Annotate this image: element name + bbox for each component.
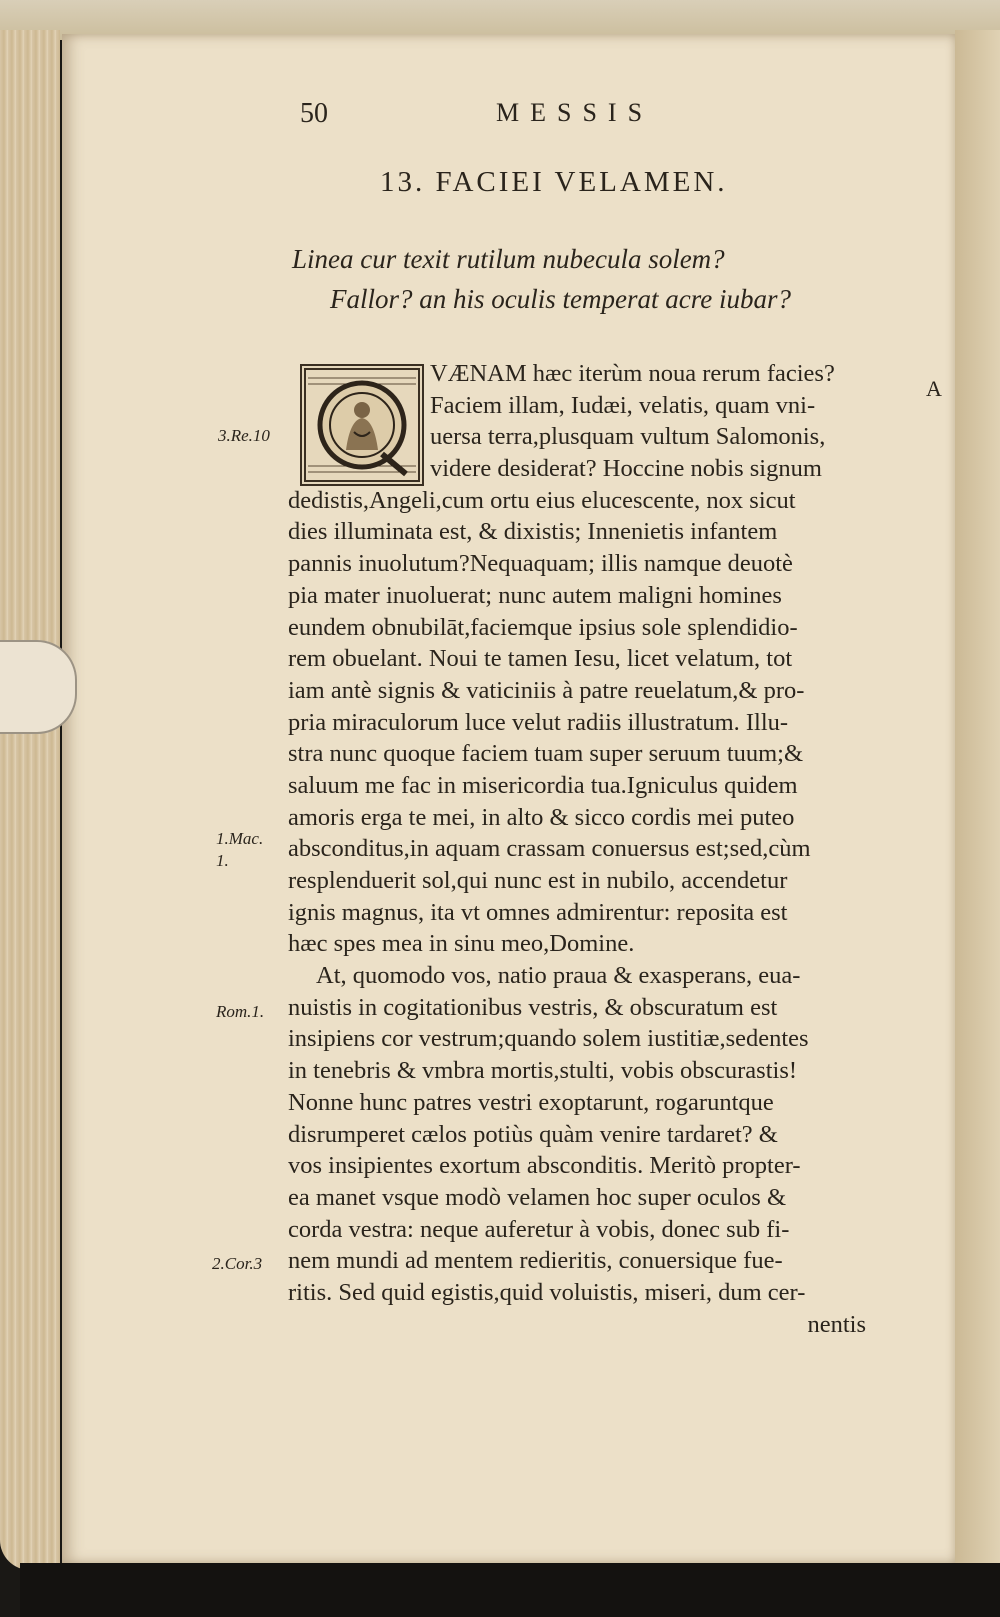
body-line: amoris erga te mei, in alto & sicco cordis mei puteo: [288, 803, 795, 831]
body-line: pia mater inuoluerat; nunc autem maligni homines: [288, 581, 782, 609]
body-line: resplenduerit sol,qui nunc est in nubilo, accendetur: [288, 867, 788, 894]
verse-line-2: Fallor? an his oculis temperat acre iubar?: [330, 284, 791, 314]
body-line: pannis inuolutum?Nequaquam; illis namque deuotè: [288, 550, 793, 578]
body-line: ignis magnus, ita vt omnes admirentur: reposita est: [288, 898, 788, 926]
body-line: nem mundi ad mentem redieritis, conuersique fue-: [288, 1247, 783, 1275]
body-line: ritis. Sed quid egistis,quid voluistis, miseri, dum cer-: [288, 1278, 806, 1306]
margin-note: 1.Mac. 1.: [216, 829, 264, 870]
body-line: At, quomodo vos, natio praua & exasperans, eua-: [316, 962, 801, 990]
verse-line-1: Linea cur texit rutilum nubecula solem?: [292, 244, 725, 274]
body-line: vos insipientes exortum absconditis. Meritò propter-: [288, 1152, 801, 1180]
margin-note: 2.Cor.3: [212, 1254, 263, 1273]
body-line: insipiens cor vestrum;quando solem iustitiæ,sedentes: [288, 1025, 809, 1053]
body-line: rem obuelant. Noui te tamen Iesu, licet velatum, tot: [288, 645, 793, 673]
body-line: Nonne hunc patres vestri exoptarunt, rogaruntque: [288, 1088, 774, 1116]
body-line: corda vestra: neque auferetur à vobis, donec sub fi-: [288, 1215, 790, 1243]
body-line: absconditus,in aquam crassam conuersus est;sed,cùm: [288, 835, 811, 863]
page-clip-tab: [0, 640, 77, 734]
chapter-title: 13. FACIEI VELAMEN.: [380, 166, 728, 198]
body-line: disrumperet cælos potiùs quàm venire tardaret? &: [288, 1120, 778, 1148]
page-number: 50: [300, 98, 328, 129]
body-line: dedistis,Angeli,cum ortu eius elucescente, nox sicut: [288, 486, 796, 514]
body-line: iam antè signis & vaticiniis à patre reuelatum,& pro-: [288, 676, 805, 704]
body-line: Faciem illam, Iudæi, velatis, quam vni-: [430, 391, 816, 419]
body-line: pria miraculorum luce velut radiis illustratum. Illu-: [288, 708, 789, 736]
body-line: VÆNAM hæc iterùm noua rerum facies?: [430, 360, 835, 387]
signature-mark: A: [926, 376, 942, 401]
body-line: videre desiderat? Hoccine nobis signum: [430, 455, 822, 483]
body-line: ea manet vsque modò velamen hoc super oculos &: [288, 1183, 787, 1211]
body-line: hæc spes mea in sinu meo,Domine.: [288, 930, 635, 958]
margin-note: 3.Re.10: [218, 426, 270, 445]
body-line: dies illuminata est, & dixistis; Innenietis infantem: [288, 518, 778, 546]
running-head: MESSIS: [496, 98, 654, 127]
margin-note: Rom.1.: [216, 1002, 265, 1021]
body-line: uersa terra,plusquam vultum Salomonis,: [430, 423, 826, 451]
left-page-stack: [0, 30, 60, 1570]
bottom-background: [20, 1563, 1000, 1617]
body-line: stra nunc quoque faciem tuam super seruum tuum;&: [288, 740, 804, 768]
body-line: in tenebris & vmbra mortis,stulti, vobis obscurastis!: [288, 1057, 798, 1085]
right-page-edge: [955, 30, 1000, 1570]
body-line: nuistis in cogitationibus vestris, & obscuratum est: [288, 993, 778, 1021]
body-line: eundem obnubilāt,faciemque ipsius sole splendidio-: [288, 613, 798, 641]
body-line: saluum me fac in misericordia tua.Igniculus quidem: [288, 771, 798, 799]
catchword: nentis: [807, 1310, 866, 1338]
body-text: [288, 358, 888, 1340]
